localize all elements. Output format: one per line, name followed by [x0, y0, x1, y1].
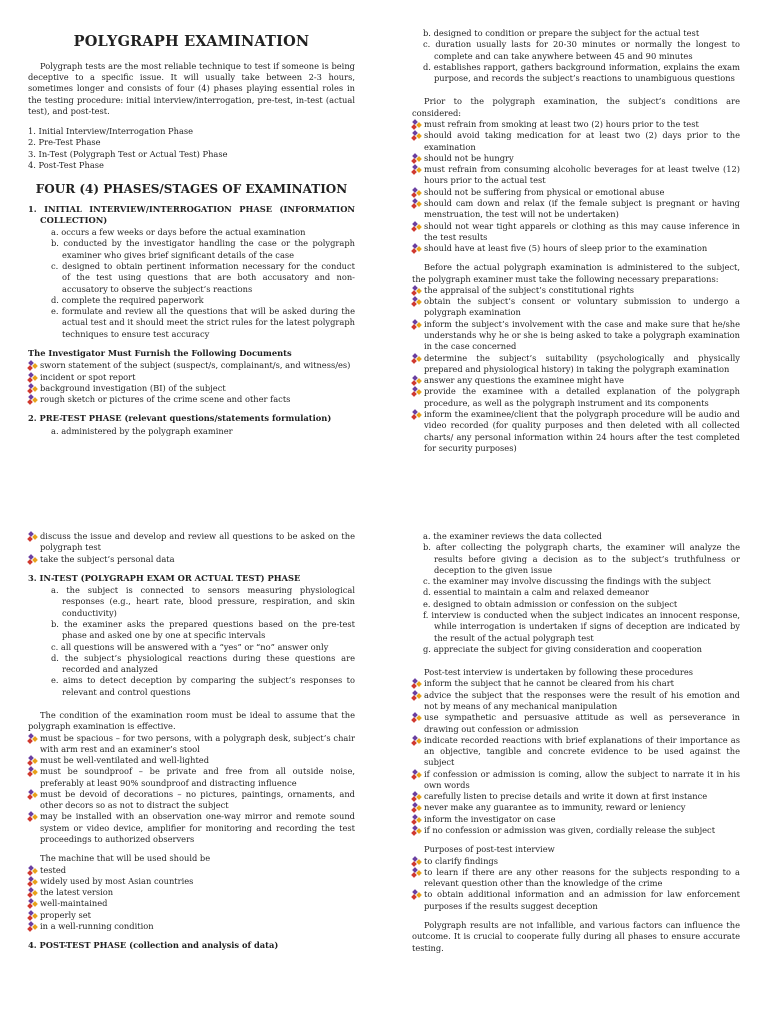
list-item: d. the subject’s physiological reactions during these questions are recorded and analyzed	[51, 652, 355, 675]
phase-list-item: 4. Post-Test Phase	[28, 159, 104, 170]
list-item: tested	[28, 865, 355, 876]
list-item: obtain the subject’s consent or voluntary submission to undergo a polygraph examination	[412, 296, 740, 319]
bullet-arrow-icon	[412, 320, 421, 329]
bullet-arrow-icon	[28, 756, 37, 765]
list-item: c. designed to obtain pertinent information necessary for the conduct of the test using questions that are both accusatory and non-accusatory to observe the subject’s reactions	[51, 260, 355, 294]
bullet-arrow-icon	[412, 286, 421, 295]
list-item: use sympathetic and persuasive attitude as well as perseverance in drawing out confession or admission	[412, 712, 740, 735]
list-item: inform the subject that he cannot be cleared from his chart	[412, 678, 740, 689]
bullet-arrow-icon	[28, 922, 37, 931]
list-item: must be well-ventilated and well-lighted	[28, 755, 355, 766]
list-item: well-maintained	[28, 898, 355, 909]
bullet-arrow-icon	[412, 387, 421, 396]
phase3-heading: 3. IN-TEST (POLYGRAPH EXAM OR ACTUAL TEST) PHASE	[28, 572, 301, 583]
list-item: may be installed with an observation one-way mirror and remote sound system or video device, amplifier for monitoring and recording the test proceedings to authorized observers	[28, 811, 355, 845]
bullet-arrow-icon	[412, 165, 421, 174]
bullet-arrow-icon	[412, 297, 421, 306]
list-item: sworn statement of the subject (suspect/s, complainant/s, and witness/es)	[28, 360, 355, 371]
list-item: inform the investigator on case	[412, 814, 740, 825]
bullet-arrow-icon	[412, 736, 421, 745]
bullet-arrow-icon	[412, 868, 421, 877]
phase4-items	[412, 531, 740, 655]
purposes-intro: Purposes of post-test interview	[424, 844, 555, 855]
list-item: if no confession or admission was given, cordially release the subject	[412, 825, 740, 836]
list-item: e. aims to detect deception by comparing the subject’s responses to relevant and control questions	[51, 675, 355, 697]
bullet-arrow-icon	[412, 792, 421, 801]
bullet-arrow-icon	[412, 857, 421, 866]
phase3-items	[28, 585, 355, 698]
bullet-arrow-icon	[28, 532, 37, 541]
list-item: incident or spot report	[28, 372, 355, 383]
preparations-list	[412, 285, 740, 454]
bullet-arrow-icon	[412, 826, 421, 835]
top-right-column	[412, 28, 740, 462]
list-item: take the subject’s personal data	[28, 554, 355, 565]
list-item: c. the examiner may involve discussing the findings with the subject	[423, 576, 711, 587]
bullet-arrow-icon	[412, 770, 421, 779]
bullet-arrow-icon	[412, 222, 421, 231]
list-item: must refrain from smoking at least two (2) hours prior to the test	[412, 119, 740, 130]
bullet-arrow-icon	[28, 911, 37, 920]
list-item: never make any guarantee as to immunity, reward or leniency	[412, 802, 740, 813]
list-item: c. duration usually lasts for 20-30 minutes or normally the longest to complete and can take anywhere between 45 and 90 minutes	[423, 39, 740, 61]
bullet-arrow-icon	[28, 866, 37, 875]
list-item: f. interview is conducted when the subject indicates an innocent response, while interrogation is undertaken if signs of deception are indicated by the result of the actual polygraph test	[423, 609, 740, 643]
list-item: inform the examinee/client that the polygraph procedure will be audio and video recorded (for quality purposes and then deleted with all collected charts/ any personal information within 24 hours after the test completed for security purposes)	[412, 409, 740, 454]
bullet-arrow-icon	[412, 815, 421, 824]
list-item: must be devoid of decorations – no pictures, paintings, ornaments, and other decors so as not to distract the subject	[28, 789, 355, 812]
bullet-arrow-icon	[412, 188, 421, 197]
list-item: answer any questions the examinee might have	[412, 375, 740, 386]
section-title: FOUR (4) PHASES/STAGES OF EXAMINATION	[35, 182, 348, 197]
list-item: should not be suffering from physical or emotional abuse	[412, 187, 740, 198]
list-item: should not be hungry	[412, 153, 740, 164]
phase-list-item: 1. Initial Interview/Interrogation Phase	[28, 126, 194, 137]
bullet-arrow-icon	[28, 767, 37, 776]
list-item: carefully listen to precise details and write it down at first instance	[412, 791, 740, 802]
documents-list	[28, 360, 355, 405]
room-list	[28, 733, 355, 846]
room-intro: The condition of the examination room must be ideal to assume that the polygraph examination is effective.	[28, 709, 355, 732]
bullet-arrow-icon	[28, 555, 37, 564]
list-item: d. complete the required paperwork	[51, 294, 204, 305]
list-item: in a well-running condition	[28, 921, 355, 932]
bullet-arrow-icon	[412, 890, 421, 899]
list-item: a. the subject is connected to sensors measuring physiological responses (e.g., heart rate, blood pressure, respiration, and skin conductivity)	[51, 585, 355, 618]
list-item: b. after collecting the polygraph charts, the examiner will analyze the results before giving a decision as to the subject’s truthfulness or deception to the given issue	[423, 542, 740, 575]
list-item: widely used by most Asian countries	[28, 876, 355, 887]
list-item: c. all questions will be answered with a “yes” or “no” answer only	[51, 641, 329, 652]
list-item: indicate recorded reactions with brief explanations of their importance as an objective, tangible and concrete evidence to be used against the subject	[412, 735, 740, 769]
bullet-arrow-icon	[28, 395, 37, 404]
list-item: the appraisal of the subject’s constitutional rights	[412, 285, 740, 296]
list-item: provide the examinee with a detailed explanation of the polygraph procedure, as well as the polygraph instrument and its components	[412, 386, 740, 409]
procedures-list	[412, 678, 740, 836]
intro-paragraph: Polygraph tests are the most reliable technique to test if someone is being deceptive to a specific issue. It will usually take between 2-3 hours, sometimes longer and consists of four (4) phases playing essential roles in the testing procedure: initial interview/interrogation, pre-test, in-test (actual test), and post-test.	[28, 60, 355, 116]
list-item: should cam down and relax (if the female subject is pregnant or having menstruation, the test will not be undertaken)	[412, 198, 740, 221]
bullet-arrow-icon	[412, 120, 421, 129]
phase1-heading: 1. INITIAL INTERVIEW/INTERROGATION PHASE (INFORMATION COLLECTION)	[28, 203, 355, 225]
bullet-arrow-icon	[412, 713, 421, 722]
list-item: advice the subject that the responses were the result of his emotion and not by means of any mechanical manipulation	[412, 690, 740, 713]
bullet-arrow-icon	[28, 899, 37, 908]
list-item: g. appreciate the subject for giving consideration and cooperation	[423, 643, 702, 654]
list-item: inform the subject’s involvement with the case and make sure that he/she understands why he or she is being asked to take a polygraph examination in the case concerned	[412, 319, 740, 353]
list-item: must refrain from consuming alcoholic beverages for at least twelve (12) hours prior to the actual test	[412, 164, 740, 187]
bullet-arrow-icon	[412, 803, 421, 812]
bullet-arrow-icon	[28, 734, 37, 743]
bullet-arrow-icon	[28, 790, 37, 799]
phase4-heading: 4. POST-TEST PHASE (collection and analysis of data)	[28, 940, 279, 951]
bullet-arrow-icon	[412, 691, 421, 700]
documents-heading: The Investigator Must Furnish the Following Documents	[28, 347, 292, 358]
list-item: determine the subject’s suitability (psychologically and physically prepared and physiological history) in taking the polygraph examination	[412, 353, 740, 376]
bullet-arrow-icon	[28, 361, 37, 370]
list-item: e. formulate and review all the questions that will be asked during the actual test and it should meet the strict rules for the latest polygraph techniques to ensure test accuracy	[51, 306, 355, 339]
bullet-arrow-icon	[28, 384, 37, 393]
list-item: to learn if there are any other reasons for the subjects responding to a relevant question other than the knowledge of the crime	[412, 867, 740, 890]
document-title: POLYGRAPH EXAMINATION	[73, 33, 310, 50]
list-item: to obtain additional information and an admission for law enforcement purposes if the results suggest deception	[412, 889, 740, 912]
phase2-items-start	[28, 426, 355, 437]
purposes-list	[412, 856, 740, 912]
machine-list	[28, 865, 355, 933]
bullet-arrow-icon	[412, 244, 421, 253]
list-item: the latest version	[28, 887, 355, 898]
bullet-arrow-icon	[412, 131, 421, 140]
list-item: d. essential to maintain a calm and relaxed demeanor	[423, 587, 650, 598]
conditions-list	[412, 119, 740, 254]
phase2-items-cont	[412, 28, 740, 84]
preparations-intro: Before the actual polygraph examination is administered to the subject, the polygraph examiner must take the following necessary preparations:	[412, 262, 740, 284]
bottom-left-column	[28, 531, 355, 953]
list-item: discuss the issue and develop and review all questions to be asked on the polygraph test	[28, 531, 355, 554]
phase-list-item: 3. In-Test (Polygraph Test or Actual Test) Phase	[28, 148, 228, 159]
list-item: must be soundproof – be private and free from all outside noise, preferably at least 90% soundproof and distracting influence	[28, 766, 355, 789]
conclusion-paragraph: Polygraph results are not infallible, and various factors can influence the outcome. It is crucial to cooperate fully during all phases to ensure accurate testing.	[412, 920, 740, 953]
phase-list-item: 2. Pre-Test Phase	[28, 137, 101, 148]
bullet-arrow-icon	[412, 376, 421, 385]
procedures-intro: Post-test interview is undertaken by following these procedures	[424, 667, 693, 678]
phase2-heading: 2. PRE-TEST PHASE (relevant questions/statements formulation)	[28, 413, 332, 424]
list-item: properly set	[28, 910, 355, 921]
list-item: if confession or admission is coming, allow the subject to narrate it in his own words	[412, 769, 740, 792]
bottom-right-column	[412, 531, 740, 963]
top-left-column	[28, 28, 355, 443]
bullet-arrow-icon	[28, 812, 37, 821]
list-item: must be spacious – for two persons, with a polygraph desk, subject’s chair with arm rest and an examiner’s stool	[28, 733, 355, 756]
list-item: to clarify findings	[412, 856, 740, 867]
list-item: should not wear tight apparels or clothing as this may cause inference in the test results	[412, 221, 740, 244]
list-item: b. conducted by the investigator handling the case or the polygraph examiner who gives brief significant details of the case	[51, 238, 355, 260]
list-item: b. the examiner asks the prepared questions based on the pre-test phase and asked one by one at specific intervals	[51, 618, 355, 641]
machine-intro: The machine that will be used should be	[40, 853, 211, 864]
list-item: a. administered by the polygraph examiner	[51, 425, 233, 436]
list-item: e. designed to obtain admission or confession on the subject	[423, 598, 678, 609]
list-item: background investigation (BI) of the subject	[28, 383, 355, 394]
list-item: a. the examiner reviews the data collected	[423, 531, 602, 541]
bullet-arrow-icon	[412, 199, 421, 208]
list-item: d. establishes rapport, gathers background information, explains the exam purpose, and records the subject’s reactions to unambiguous questions	[423, 61, 740, 84]
bullet-arrow-icon	[28, 877, 37, 886]
conditions-intro: Prior to the polygraph examination, the subject’s conditions are considered:	[412, 96, 740, 118]
bullet-arrow-icon	[412, 154, 421, 163]
bullet-arrow-icon	[412, 410, 421, 419]
phase-list	[28, 126, 355, 171]
bullet-arrow-icon	[28, 373, 37, 382]
bullet-arrow-icon	[28, 888, 37, 897]
preparations-list-cont	[28, 531, 355, 565]
list-item: rough sketch or pictures of the crime scene and other facts	[28, 394, 355, 405]
bullet-arrow-icon	[412, 354, 421, 363]
phase1-items	[28, 227, 355, 340]
bullet-arrow-icon	[412, 679, 421, 688]
list-item: b. designed to condition or prepare the subject for the actual test	[423, 28, 700, 38]
list-item: should have at least five (5) hours of sleep prior to the examination	[412, 243, 740, 254]
list-item: should avoid taking medication for at least two (2) days prior to the examination	[412, 130, 740, 153]
list-item: a. occurs a few weeks or days before the actual examination	[51, 227, 306, 238]
